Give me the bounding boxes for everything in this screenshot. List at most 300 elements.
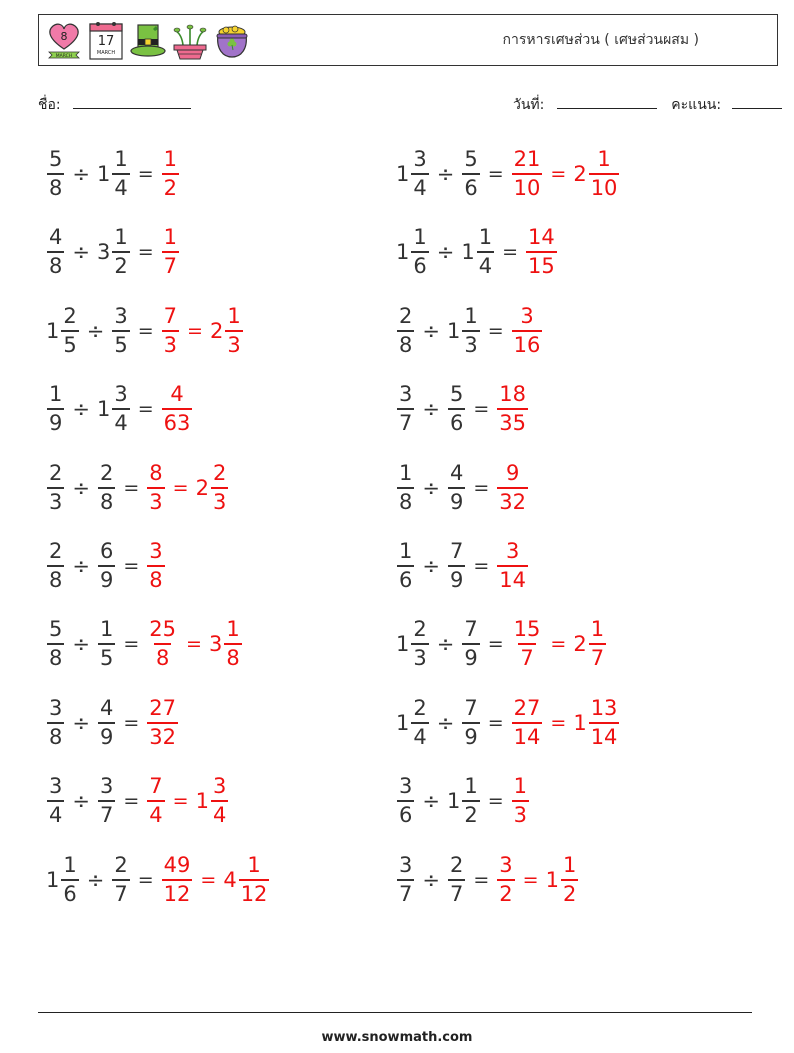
dividend-denominator: 9 — [47, 408, 64, 434]
equals-sign-answer: = — [200, 868, 217, 891]
dividend-numerator: 3 — [49, 774, 63, 799]
divisor-fraction — [98, 619, 115, 669]
divisor-denominator: 2 — [112, 251, 129, 277]
dividend-fraction — [411, 149, 428, 199]
name-label: ชื่อ: — [38, 97, 61, 113]
equals-sign: = — [123, 711, 140, 734]
divisor-numerator: 1 — [114, 225, 128, 250]
equals-sign: = — [487, 790, 504, 813]
dividend-fraction — [397, 541, 414, 591]
dividend-denominator: 6 — [411, 251, 428, 277]
equals-sign-answer: = — [550, 711, 567, 734]
problem-item — [46, 301, 244, 361]
divisor-numerator: 2 — [449, 852, 464, 877]
divisor-fraction — [448, 852, 465, 906]
answer-improper-fraction — [512, 776, 529, 826]
divisor-denominator: 7 — [448, 879, 465, 905]
dividend-denominator: 8 — [47, 565, 64, 591]
divide-sign: ÷ — [422, 318, 440, 343]
answer-mixed-numerator: 1 — [562, 852, 577, 877]
problem-item — [46, 536, 166, 596]
answer-improper-fraction — [147, 776, 164, 826]
dividend-denominator: 6 — [397, 800, 414, 826]
equals-sign: = — [473, 476, 490, 499]
divisor-whole: 1 — [461, 240, 475, 265]
answer-mixed-fraction — [211, 776, 228, 826]
divisor-whole: 1 — [96, 397, 111, 422]
problem-item — [396, 536, 529, 596]
footer-divider — [38, 1012, 752, 1013]
answer-improper-denominator: 32 — [147, 722, 178, 748]
worksheet-title: การหารเศษส่วน ( เศษส่วนผสม ) — [502, 32, 699, 48]
dividend-numerator: 5 — [49, 617, 63, 642]
divide-sign: ÷ — [422, 789, 440, 814]
answer-improper-fraction — [162, 303, 179, 357]
answer-improper-fraction — [497, 541, 528, 591]
divisor-denominator: 9 — [98, 722, 115, 748]
answer-improper-denominator: 3 — [162, 330, 179, 356]
answer-mixed-whole: 4 — [223, 867, 237, 892]
answer-mixed-fraction — [239, 852, 270, 906]
dividend-denominator: 4 — [47, 800, 64, 826]
divisor-denominator: 8 — [98, 487, 115, 513]
divisor-denominator: 6 — [448, 408, 465, 434]
answer-improper-numerator: 3 — [499, 852, 513, 877]
dividend-fraction — [47, 460, 64, 514]
divisor-numerator: 2 — [99, 460, 114, 485]
score-label: คะแนน: — [671, 97, 722, 113]
problem-item — [396, 850, 579, 910]
answer-mixed-whole: 2 — [573, 162, 587, 186]
dividend-fraction — [47, 541, 64, 591]
divisor-numerator: 6 — [99, 539, 114, 563]
dividend-denominator: 8 — [47, 722, 64, 748]
equals-sign: = — [123, 555, 140, 577]
date-score-fields — [513, 94, 782, 116]
answer-improper-numerator: 3 — [149, 539, 163, 563]
dividend-fraction — [61, 852, 78, 906]
divisor-fraction — [462, 695, 479, 749]
dividend-denominator: 6 — [397, 565, 414, 591]
footer-url: www.snowmath.com — [321, 1030, 473, 1045]
equals-sign: = — [473, 868, 490, 891]
answer-improper-numerator: 3 — [505, 539, 520, 563]
divisor-fraction — [112, 149, 129, 199]
dividend-denominator: 8 — [397, 330, 414, 356]
divisor-denominator: 9 — [462, 643, 479, 669]
problem-item — [46, 222, 180, 282]
answer-improper-denominator: 10 — [512, 173, 543, 199]
answer-improper-fraction — [497, 852, 514, 906]
date-label: วันที่: — [513, 97, 545, 113]
divisor-numerator: 5 — [449, 382, 464, 407]
problem-item — [396, 144, 620, 204]
dividend-fraction — [47, 695, 64, 749]
equals-sign: = — [473, 398, 490, 421]
equals-sign: = — [123, 476, 140, 499]
answer-improper-fraction — [147, 541, 164, 591]
divisor-denominator: 9 — [462, 722, 479, 748]
dividend-whole: 1 — [396, 632, 410, 657]
divisor-numerator: 5 — [464, 147, 478, 171]
divisor-numerator: 7 — [449, 539, 464, 563]
divisor-denominator: 4 — [477, 251, 494, 277]
dividend-denominator: 8 — [397, 487, 414, 513]
answer-mixed-denominator: 10 — [589, 173, 620, 199]
dividend-numerator: 4 — [49, 225, 63, 250]
dividend-numerator: 1 — [413, 225, 427, 250]
score-blank[interactable] — [732, 96, 782, 109]
answer-improper-numerator: 8 — [149, 460, 163, 485]
answer-improper-fraction — [512, 303, 543, 357]
answer-mixed-whole: 2 — [195, 475, 209, 500]
dividend-numerator: 2 — [399, 303, 413, 328]
divide-sign: ÷ — [72, 632, 90, 657]
answer-improper-numerator: 7 — [163, 303, 178, 328]
divisor-fraction — [98, 776, 115, 826]
dividend-denominator: 4 — [411, 722, 428, 748]
answer-mixed-numerator: 13 — [590, 695, 618, 720]
answer-mixed-denominator: 12 — [239, 879, 270, 905]
dividend-numerator: 2 — [413, 695, 427, 720]
dividend-fraction — [397, 852, 414, 906]
answer-improper-numerator: 3 — [520, 303, 534, 328]
dividend-numerator: 3 — [399, 774, 413, 799]
seedling-pot-icon — [171, 19, 209, 63]
dividend-fraction — [61, 303, 78, 357]
equals-sign: = — [137, 868, 154, 891]
answer-mixed-whole: 3 — [208, 632, 223, 657]
divisor-numerator: 4 — [99, 695, 114, 720]
divide-sign: ÷ — [72, 475, 90, 500]
dividend-numerator: 2 — [49, 539, 63, 563]
divide-sign: ÷ — [72, 240, 90, 265]
answer-improper-numerator: 27 — [149, 695, 177, 720]
dividend-fraction — [397, 776, 414, 826]
divide-sign: ÷ — [72, 162, 90, 186]
dividend-numerator: 3 — [413, 147, 427, 171]
dividend-fraction — [47, 149, 64, 199]
divisor-fraction — [462, 776, 479, 826]
divisor-numerator: 7 — [464, 695, 478, 720]
answer-improper-numerator: 4 — [170, 382, 184, 407]
problem-item — [46, 458, 229, 518]
dividend-denominator: 3 — [47, 487, 64, 513]
dividend-whole: 1 — [46, 318, 60, 343]
dividend-denominator: 8 — [47, 173, 64, 199]
dividend-denominator: 4 — [411, 173, 428, 199]
answer-mixed-fraction — [589, 619, 606, 669]
divisor-numerator: 1 — [464, 303, 478, 328]
divisor-numerator: 1 — [99, 617, 114, 642]
divisor-fraction — [98, 541, 115, 591]
date-blank[interactable] — [557, 96, 657, 109]
problem-item — [46, 850, 270, 910]
answer-improper-numerator: 7 — [149, 774, 163, 799]
equals-sign: = — [137, 319, 154, 342]
dividend-numerator: 3 — [399, 382, 413, 407]
equals-sign-answer: = — [550, 163, 567, 185]
name-blank[interactable] — [73, 96, 191, 109]
problem-item — [396, 222, 558, 282]
dividend-numerator: 5 — [49, 147, 63, 171]
answer-mixed-denominator: 14 — [589, 722, 620, 748]
dividend-numerator: 3 — [399, 852, 413, 877]
equals-sign-answer: = — [550, 633, 567, 656]
equals-sign: = — [137, 163, 154, 185]
divide-sign: ÷ — [422, 867, 440, 892]
divisor-denominator: 4 — [112, 173, 129, 199]
answer-improper-denominator: 12 — [162, 879, 193, 905]
answer-improper-fraction — [162, 852, 193, 906]
answer-improper-numerator: 1 — [163, 147, 178, 171]
leprechaun-hat-icon — [129, 19, 167, 63]
answer-improper-numerator: 9 — [505, 460, 520, 485]
equals-sign-answer: = — [187, 319, 203, 342]
problem-item — [46, 693, 179, 753]
heart-march-8-icon — [45, 19, 83, 63]
divide-sign: ÷ — [422, 475, 440, 500]
dividend-fraction — [47, 619, 64, 669]
equals-sign-answer: = — [172, 476, 189, 499]
dividend-whole: 1 — [396, 162, 410, 186]
answer-improper-numerator: 49 — [163, 852, 191, 877]
divisor-fraction — [448, 384, 465, 434]
divisor-whole: 3 — [96, 240, 111, 265]
answer-mixed-denominator: 4 — [211, 800, 228, 826]
divisor-denominator: 7 — [98, 800, 115, 826]
dividend-numerator: 2 — [413, 617, 427, 642]
answer-improper-fraction — [147, 695, 178, 749]
dividend-whole: 1 — [396, 710, 410, 735]
answer-mixed-whole: 1 — [573, 710, 587, 735]
answer-improper-denominator: 32 — [497, 487, 528, 513]
divisor-denominator: 7 — [112, 879, 129, 905]
answer-mixed-numerator: 2 — [212, 460, 227, 485]
dividend-denominator: 8 — [47, 251, 64, 277]
divisor-fraction — [98, 460, 115, 514]
divisor-fraction — [112, 852, 129, 906]
equals-sign: = — [473, 555, 490, 577]
answer-improper-fraction — [512, 149, 543, 199]
answer-improper-denominator: 35 — [497, 408, 528, 434]
name-field[interactable] — [38, 94, 191, 116]
dividend-denominator: 7 — [397, 408, 414, 434]
problem-item — [396, 614, 607, 674]
answer-improper-numerator: 27 — [513, 695, 541, 720]
divide-sign: ÷ — [86, 867, 105, 892]
answer-mixed-fraction — [225, 303, 242, 357]
divisor-denominator: 5 — [112, 330, 129, 356]
equals-sign: = — [487, 711, 504, 734]
answer-improper-denominator: 8 — [147, 565, 164, 591]
divisor-numerator: 3 — [114, 382, 128, 407]
answer-improper-numerator: 1 — [513, 774, 528, 799]
dividend-numerator: 1 — [399, 460, 413, 485]
divisor-numerator: 7 — [464, 617, 478, 642]
dividend-denominator: 6 — [61, 879, 78, 905]
problem-item — [396, 458, 529, 518]
answer-improper-fraction — [526, 227, 557, 277]
problem-item — [46, 144, 180, 204]
dividend-denominator: 3 — [411, 643, 428, 669]
divide-sign: ÷ — [436, 632, 455, 657]
equals-sign: = — [502, 241, 519, 264]
dividend-numerator: 2 — [63, 303, 77, 328]
equals-sign: = — [137, 398, 154, 421]
answer-mixed-fraction — [211, 460, 228, 514]
divisor-denominator: 9 — [448, 565, 465, 591]
answer-improper-denominator: 7 — [162, 251, 179, 277]
divisor-whole: 1 — [446, 318, 461, 343]
answer-improper-denominator: 14 — [512, 722, 543, 748]
problem-item — [396, 379, 529, 439]
divide-sign: ÷ — [86, 318, 105, 343]
dividend-fraction — [47, 384, 64, 434]
divisor-denominator: 4 — [112, 408, 129, 434]
answer-improper-fraction — [512, 695, 543, 749]
answer-improper-denominator: 3 — [512, 800, 529, 826]
equals-sign-answer: = — [522, 868, 539, 891]
divide-sign: ÷ — [436, 710, 455, 735]
answer-mixed-denominator: 2 — [561, 879, 578, 905]
answer-improper-fraction — [162, 227, 179, 277]
answer-mixed-denominator: 3 — [225, 330, 242, 356]
dividend-denominator: 5 — [61, 330, 78, 356]
dividend-numerator: 1 — [49, 382, 63, 407]
answer-mixed-whole: 1 — [545, 867, 559, 892]
answer-mixed-fraction — [561, 852, 578, 906]
answer-improper-fraction — [162, 384, 193, 434]
dividend-fraction — [397, 384, 414, 434]
answer-mixed-numerator: 1 — [226, 617, 240, 642]
header-icons — [45, 19, 251, 63]
answer-improper-fraction — [147, 460, 164, 514]
dividend-whole: 1 — [46, 867, 60, 892]
divisor-whole: 1 — [96, 162, 111, 186]
equals-sign: = — [487, 163, 504, 185]
answer-improper-denominator: 63 — [162, 408, 193, 434]
dividend-fraction — [411, 695, 428, 749]
divisor-denominator: 9 — [448, 487, 465, 513]
pot-of-gold-icon — [213, 19, 251, 63]
divisor-denominator: 5 — [98, 643, 115, 669]
dividend-numerator: 1 — [399, 539, 413, 563]
answer-improper-denominator: 2 — [497, 879, 514, 905]
equals-sign: = — [487, 319, 504, 342]
divide-sign: ÷ — [72, 397, 90, 422]
problem-item — [396, 771, 530, 831]
divisor-numerator: 3 — [99, 774, 114, 799]
heart-day: 8 — [60, 30, 68, 43]
answer-improper-numerator: 14 — [528, 225, 555, 250]
divisor-numerator: 1 — [478, 225, 493, 250]
divisor-fraction — [112, 303, 129, 357]
divide-sign: ÷ — [422, 397, 440, 422]
answer-mixed-numerator: 1 — [597, 147, 611, 171]
problem-item — [396, 693, 620, 753]
divisor-denominator: 6 — [462, 173, 479, 199]
divisor-fraction — [98, 695, 115, 749]
answer-mixed-fraction — [224, 619, 241, 669]
divisor-denominator: 3 — [462, 330, 479, 356]
answer-improper-denominator: 2 — [162, 173, 179, 199]
divisor-numerator: 2 — [114, 852, 128, 877]
equals-sign: = — [123, 790, 140, 813]
dividend-numerator: 2 — [49, 460, 63, 485]
dividend-whole: 1 — [396, 240, 410, 265]
problem-item — [46, 771, 229, 831]
answer-improper-numerator: 1 — [163, 225, 178, 250]
equals-sign-answer: = — [186, 633, 202, 656]
answer-improper-fraction — [497, 384, 528, 434]
answer-mixed-whole: 1 — [195, 789, 209, 814]
divisor-fraction — [462, 149, 479, 199]
answer-improper-denominator: 7 — [518, 643, 535, 669]
answer-mixed-denominator: 7 — [589, 643, 606, 669]
dividend-fraction — [411, 227, 428, 277]
divisor-whole: 1 — [446, 789, 461, 814]
dividend-fraction — [411, 619, 428, 669]
divisor-fraction — [462, 619, 479, 669]
answer-improper-denominator: 14 — [497, 565, 528, 591]
calendar-day: 17 — [97, 34, 115, 49]
calendar-17-march-icon — [87, 19, 125, 63]
dividend-denominator: 7 — [397, 879, 414, 905]
divisor-denominator: 2 — [462, 800, 479, 826]
problem-item — [46, 379, 193, 439]
divisor-fraction — [112, 227, 129, 277]
divide-sign: ÷ — [422, 554, 440, 578]
divisor-numerator: 3 — [114, 303, 128, 328]
answer-mixed-numerator: 1 — [227, 303, 241, 328]
answer-improper-fraction — [512, 619, 543, 669]
divisor-fraction — [462, 303, 479, 357]
equals-sign: = — [123, 633, 140, 656]
answer-improper-fraction — [497, 460, 528, 514]
divisor-numerator: 4 — [449, 460, 464, 485]
equals-sign: = — [487, 633, 504, 656]
dividend-fraction — [47, 776, 64, 826]
answer-improper-denominator: 16 — [512, 330, 543, 356]
dividend-denominator: 8 — [47, 643, 64, 669]
dividend-fraction — [397, 303, 414, 357]
divisor-fraction — [448, 460, 465, 514]
divisor-denominator: 9 — [98, 565, 115, 591]
answer-improper-denominator: 8 — [154, 643, 171, 669]
answer-improper-numerator: 15 — [513, 617, 541, 642]
worksheet-header — [38, 14, 778, 66]
divisor-fraction — [112, 384, 129, 434]
answer-improper-numerator: 21 — [513, 147, 541, 171]
answer-mixed-numerator: 1 — [590, 617, 605, 642]
answer-improper-denominator: 3 — [147, 487, 164, 513]
answer-improper-fraction — [162, 149, 179, 199]
answer-improper-numerator: 18 — [499, 382, 527, 407]
answer-improper-fraction — [147, 619, 178, 669]
divide-sign: ÷ — [72, 710, 90, 735]
divide-sign: ÷ — [72, 789, 90, 814]
answer-mixed-fraction — [589, 149, 620, 199]
answer-improper-denominator: 4 — [147, 800, 164, 826]
divide-sign: ÷ — [436, 162, 455, 186]
problem-item — [396, 301, 543, 361]
divide-sign: ÷ — [72, 554, 90, 578]
answer-mixed-fraction — [589, 695, 620, 749]
answer-mixed-numerator: 3 — [212, 774, 227, 799]
answer-mixed-denominator: 8 — [224, 643, 241, 669]
heart-month: MARCH — [55, 54, 73, 59]
